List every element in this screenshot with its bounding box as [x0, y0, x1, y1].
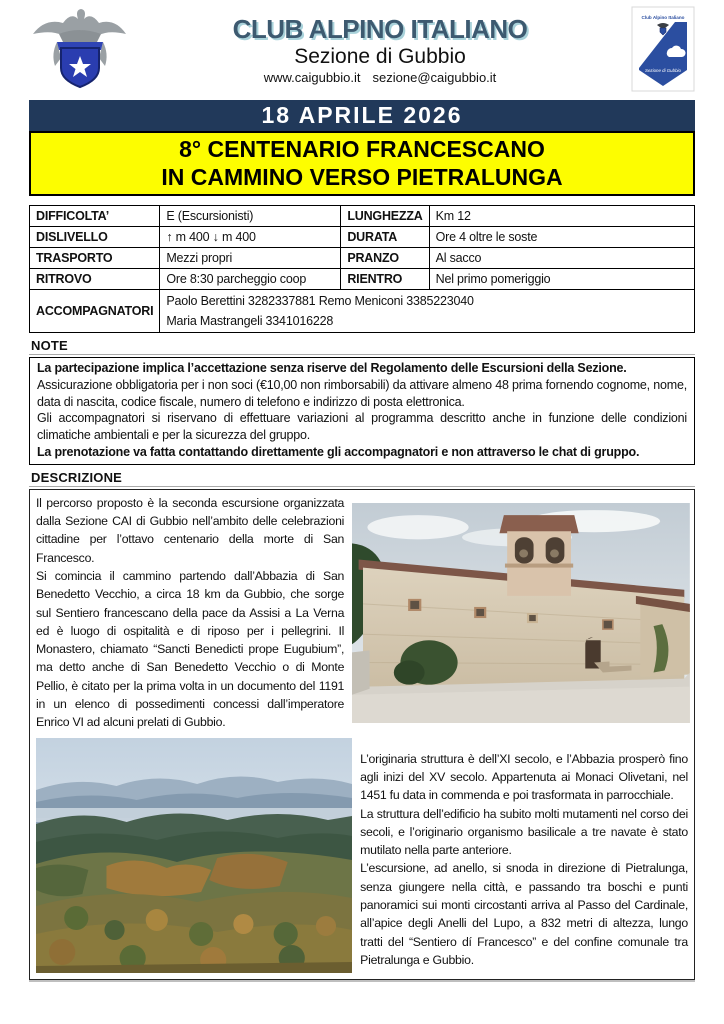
cai-eagle-logo-icon [29, 6, 129, 90]
accompagnatori-label: ACCOMPAGNATORI [30, 290, 160, 333]
note-heading: NOTE [29, 335, 695, 355]
pennant-top-text: Club Alpino Italiano [641, 15, 685, 20]
contacts-line [129, 69, 631, 86]
note-paragraph-2: Assicurazione obbligatoria per i non soci (€10,00 non rimborsabili) da attivare almeno 48 prima fornendo cognome, nome, data di nascita, codice fiscale, numero di telefono e indirizzo di posta elettronica. [37, 377, 687, 409]
pranzo-label: PRANZO [341, 248, 429, 269]
gubbio-pennant-icon [631, 6, 695, 92]
abbey-photo-illustration [352, 503, 690, 723]
ritrovo-value: Ore 8:30 parcheggio coop [160, 269, 341, 290]
accompagnatori-line2: Maria Mastrangeli 3341016228 [166, 314, 334, 328]
accompagnatori-line1: Paolo Berettini 3282337881 Remo Meniconi 3385223040 [166, 294, 474, 308]
descrizione-heading: DESCRIZIONE [29, 467, 695, 487]
dislivello-value: ↑ m 400 ↓ m 400 [160, 227, 341, 248]
event-banner-line1: 8° CENTENARIO FRANCESCANO [179, 136, 545, 162]
header-titles [129, 6, 631, 86]
note-paragraph-1: La partecipazione implica l’accettazione senza riserve del Regolamento delle Escursioni della Sezione. [37, 361, 627, 375]
descrizione-row-2 [34, 736, 690, 973]
durata-value: Ore 4 oltre le soste [429, 227, 694, 248]
date-banner: 18 APRILE 2026 [29, 100, 695, 131]
ritrovo-label: RITROVO [30, 269, 160, 290]
descrizione-paragraph: L’escursione, ad anello, si snoda in direzione di Pietralunga, senza giungere nella città, e passando tra boschi e punti panoramici sui monti circostanti arriva al Passo del Cardinale, all’apice degli Anelli del Lupo, a 832 metri di altezza, lungo tratti del “Sentiero dí Francesco” e del confine comunale tra Pietralunga e Gubbio. [360, 861, 688, 967]
descrizione-paragraph: Si comincia il cammino partendo dall’Abbazia di San Benedetto Vecchio, a circa 18 km da Gubbio, che sorge sul Sentiero francescano della pace da Assisi a La Verna ed è luogo di ospitalità e di riposo per i pellegrini. Il Monastero, chiamato “Sancti Benedicti prope Eugubium”, ma detto anche di San Benedetto Vecchio o di Monte Pellio, è citato per la prima volta in un documento del 1191 in un elenco di possedimenti concessi dall’imperatore Enrico VI ad alcuni prelati di Gubbio. [36, 568, 345, 730]
difficolta-value: E (Escursionisti) [160, 206, 341, 227]
pranzo-value: Al sacco [429, 248, 694, 269]
rientro-value: Nel primo pomeriggio [429, 269, 694, 290]
pennant-bottom-text: Sezione di Gubbio [645, 68, 681, 73]
dislivello-label: DISLIVELLO [30, 227, 160, 248]
rientro-label: RIENTRO [341, 269, 429, 290]
abbey-photo [352, 503, 690, 723]
difficolta-label: DIFFICOLTA’ [30, 206, 160, 227]
club-title: CLUB ALPINO ITALIANO [232, 14, 528, 44]
lunghezza-value: Km 12 [429, 206, 694, 227]
note-paragraph-4: La prenotazione va fatta contattando direttamente gli accompagnatori e non attraverso le chat di gruppo. [37, 444, 640, 459]
cai-eagle-logo [29, 6, 129, 90]
table-row [30, 290, 695, 333]
lunghezza-label: LUNGHEZZA [341, 206, 429, 227]
descrizione-text-right [352, 736, 690, 973]
descrizione-text-left [34, 493, 352, 732]
table-row [30, 248, 695, 269]
descrizione-box [29, 489, 695, 980]
landscape-photo-illustration [36, 738, 352, 973]
email-text: sezione@caigubbio.it [372, 70, 497, 85]
header [29, 6, 695, 96]
trasporto-value: Mezzi propri [160, 248, 341, 269]
website-text: www.caigubbio.it [263, 70, 361, 85]
table-row [30, 227, 695, 248]
descrizione-paragraph: L’originaria struttura è dell’XI secolo, e l’Abbazia prosperò fino agli inizi del XV secolo. Appartenuta ai Monaci Olivetani, nel 1451 fu data in commenda e poi trasformata in parrocchiale. [360, 751, 688, 803]
gubbio-pennant-logo [631, 6, 695, 92]
event-banner [29, 131, 695, 196]
landscape-photo [36, 738, 352, 973]
section-subtitle: Sezione di Gubbio [294, 45, 466, 68]
excursion-info-table [29, 205, 695, 333]
trasporto-label: TRASPORTO [30, 248, 160, 269]
note-paragraph-3: Gli accompagnatori si riservano di effettuare variazioni al programma descritto anche in funzione delle condizioni climatiche ambientali e per la sicurezza del gruppo. [37, 411, 687, 443]
table-row [30, 269, 695, 290]
descrizione-paragraph: Il percorso proposto è la seconda escursione organizzata dalla Sezione CAI di Gubbio nell’ambito delle celebrazioni cittadine per l’ottavo centenario della morte di San Francesco. [36, 495, 345, 565]
descrizione-paragraph: La struttura dell’edificio ha subito molti mutamenti nel corso dei secoli, e l’originario organismo basilicale a tre navate è stato mutilato nella parte anteriore. [360, 806, 688, 858]
accompagnatori-value [160, 290, 695, 333]
descrizione-row-1 [34, 493, 690, 732]
durata-label: DURATA [341, 227, 429, 248]
event-banner-line2: IN CAMMINO VERSO PIETRALUNGA [161, 164, 563, 190]
table-row [30, 206, 695, 227]
note-box [29, 357, 695, 465]
